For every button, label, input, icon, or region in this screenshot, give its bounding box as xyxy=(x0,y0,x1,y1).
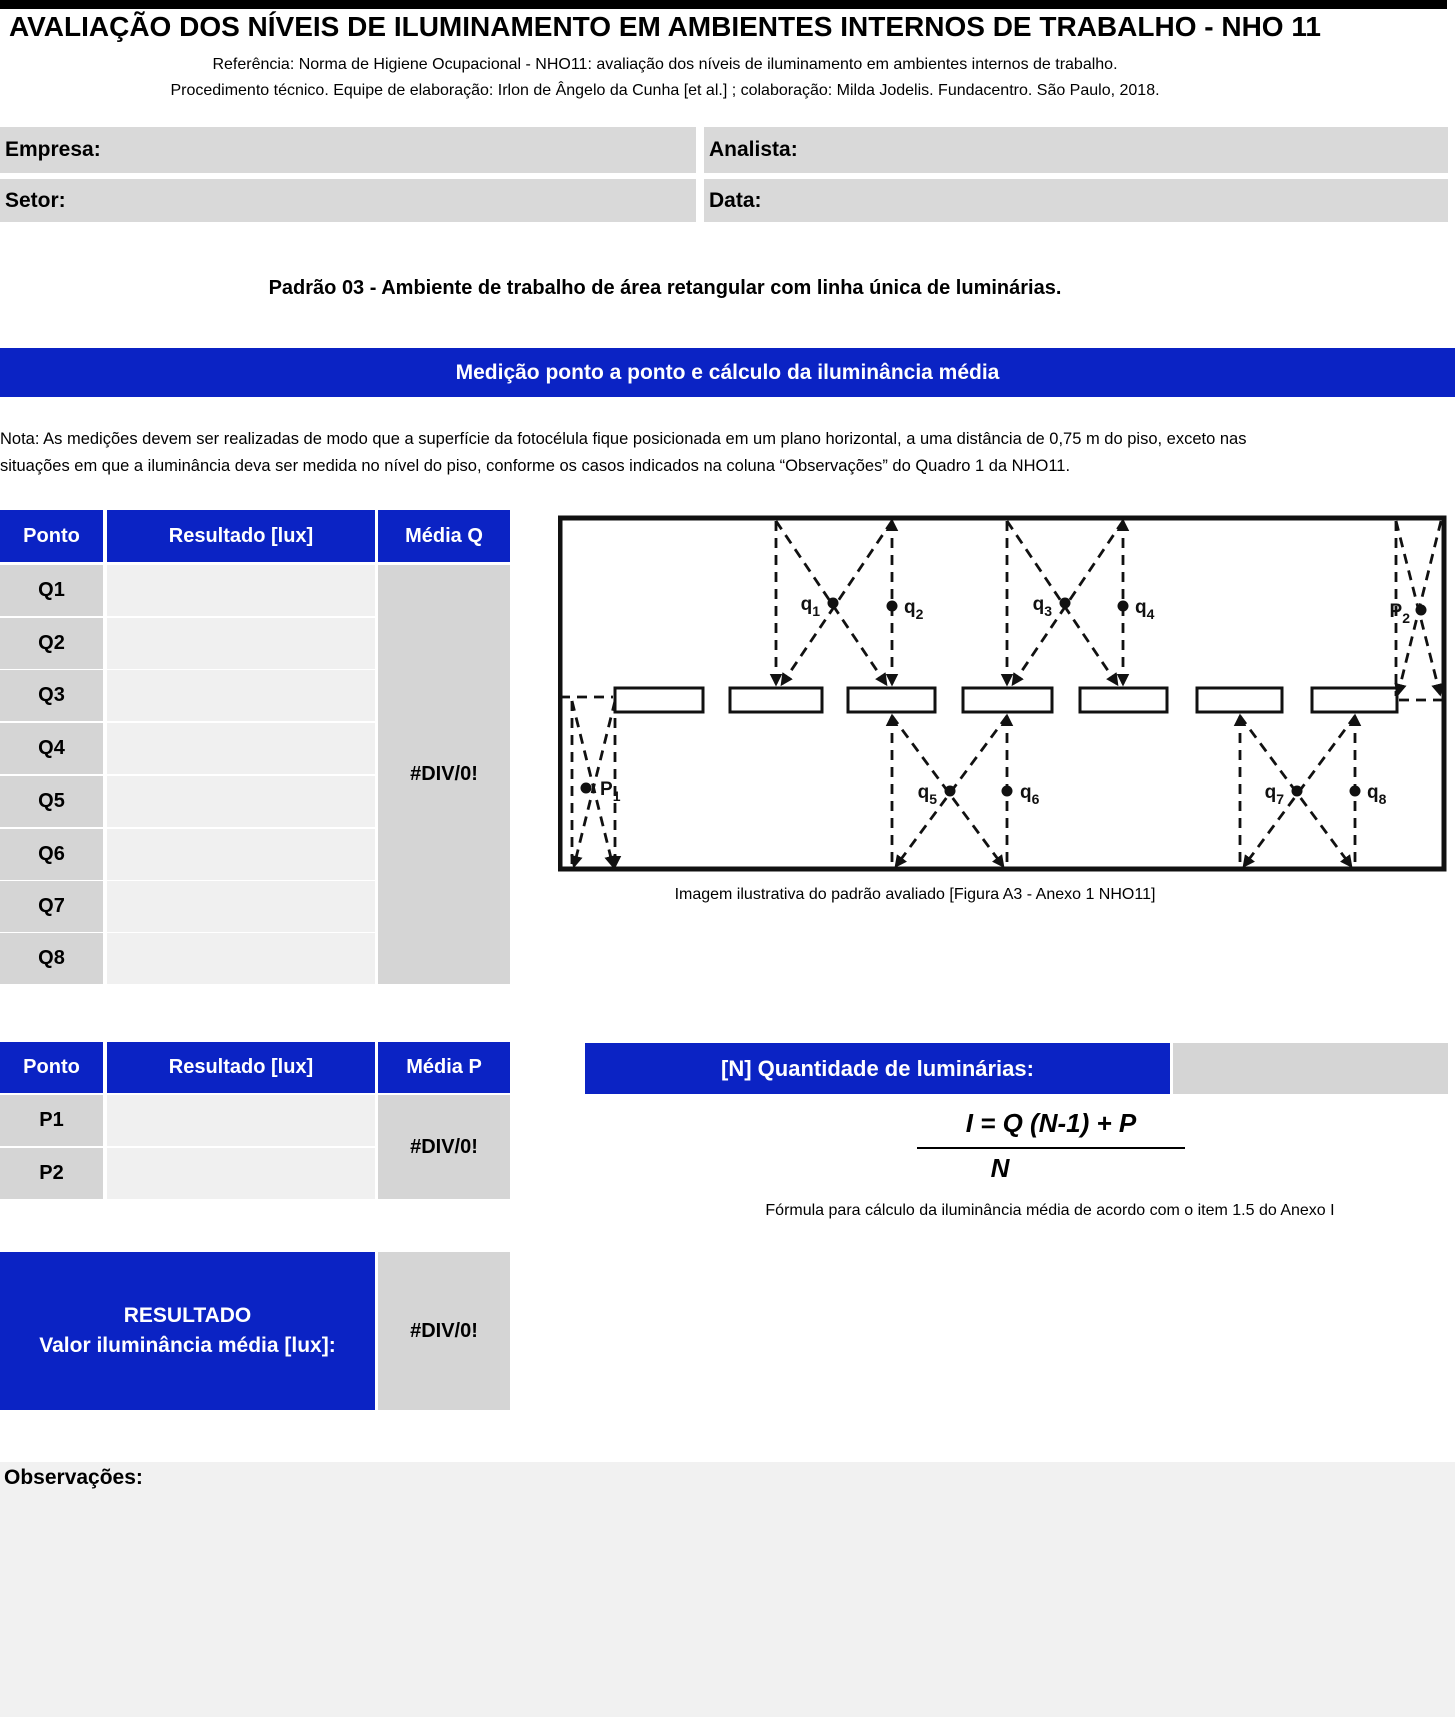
point-label-q4: $q_4$ xyxy=(1135,597,1155,622)
tablep-row-label-p1: P1 xyxy=(0,1095,103,1146)
tablep-header-resultado: Resultado [lux] xyxy=(107,1042,375,1093)
point-label-q3: $q_3$ xyxy=(1032,594,1052,619)
point-label-p2: $P_2$ xyxy=(1389,601,1410,626)
tableq-row-label-q2: Q2 xyxy=(0,618,103,669)
tableq-header-resultado: Resultado [lux] xyxy=(107,510,375,562)
empresa-cell[interactable] xyxy=(0,127,696,173)
point-q8 xyxy=(1350,786,1361,797)
reference-line-1: Referência: Norma de Higiene Ocupacional - NHO11: avaliação dos níveis de iluminamento em ambientes internos de trabalho. xyxy=(212,56,1118,73)
note-block xyxy=(0,426,1455,480)
tablep-row-value-p2[interactable] xyxy=(107,1148,375,1199)
tableq-row-label-q1: Q1 xyxy=(0,565,103,616)
tableq-row-value-q7[interactable] xyxy=(107,881,375,932)
empresa-label: Empresa: xyxy=(5,138,101,161)
reference-line-2: Procedimento técnico. Equipe de elaboração: Irlon de Ângelo da Cunha [et al.] ; colaboração: Milda Jodelis. Fundacentro. São Paulo, 2018. xyxy=(170,82,1160,99)
luminaire-2 xyxy=(730,688,822,712)
point-q6 xyxy=(1002,786,1013,797)
page-title: AVALIAÇÃO DOS NÍVEIS DE ILUMINAMENTO EM AMBIENTES INTERNOS DE TRABALHO - NHO 11 xyxy=(9,11,1321,42)
point-p1 xyxy=(581,783,592,794)
luminaire-4 xyxy=(963,688,1052,712)
result-subtitle: Valor iluminância média [lux]: xyxy=(39,1334,336,1357)
luminaire-1 xyxy=(615,688,703,712)
point-q4 xyxy=(1118,601,1129,612)
formula-fraction-line xyxy=(917,1147,1185,1149)
luminaires-count-banner: [N] Quantidade de luminárias: xyxy=(585,1043,1170,1094)
tableq-row-value-q3[interactable] xyxy=(107,670,375,721)
point-label-q5: $q_5$ xyxy=(917,782,937,807)
point-label-q7: $q_7$ xyxy=(1264,782,1284,807)
analista-value[interactable] xyxy=(798,127,1448,173)
result-title: RESULTADO xyxy=(123,1304,252,1327)
reference-block xyxy=(0,52,1330,104)
result-value: #DIV/0! xyxy=(378,1252,510,1410)
point-label-q8: $q_8$ xyxy=(1367,782,1387,807)
point-q5 xyxy=(945,786,956,797)
section-banner: Medição ponto a ponto e cálculo da iluminância média xyxy=(0,348,1455,397)
point-label-q6: $q_6$ xyxy=(1020,782,1040,807)
tablep-media-value: #DIV/0! xyxy=(378,1095,510,1199)
result-box xyxy=(0,1252,375,1410)
tablep-row-value-p1[interactable] xyxy=(107,1095,375,1146)
setor-value[interactable] xyxy=(66,179,696,222)
tablep-header-media: Média P xyxy=(378,1042,510,1093)
tableq-row-value-q2[interactable] xyxy=(107,618,375,669)
tableq-row-value-q4[interactable] xyxy=(107,723,375,774)
point-label-q1: $q_1$ xyxy=(800,594,820,619)
top-black-bar xyxy=(0,0,1447,9)
tableq-row-value-q6[interactable] xyxy=(107,829,375,880)
observations-area[interactable] xyxy=(0,1462,1455,1717)
tablep-header-ponto: Ponto xyxy=(0,1042,103,1093)
formula-numerator: I = Q (N-1) + P xyxy=(965,1108,1137,1138)
analista-cell[interactable] xyxy=(704,127,1448,173)
diagram-caption: Imagem ilustrativa do padrão avaliado [Figura A3 - Anexo 1 NHO11] xyxy=(674,886,1156,903)
setor-label: Setor: xyxy=(5,188,66,212)
data-label: Data: xyxy=(709,188,762,212)
note-line-2: situações em que a iluminância deva ser medida no nível do piso, conforme os casos indicados na coluna “Observações” do Quadro 1 da NHO11. xyxy=(0,457,1071,475)
setor-cell[interactable] xyxy=(0,179,696,222)
tableq-header-media: Média Q xyxy=(378,510,510,562)
tableq-row-label-q6: Q6 xyxy=(0,829,103,880)
tableq-row-label-q5: Q5 xyxy=(0,776,103,827)
point-p2 xyxy=(1416,605,1427,616)
tableq-row-value-q1[interactable] xyxy=(107,565,375,616)
formula-caption: Fórmula para cálculo da iluminância média de acordo com o item 1.5 do Anexo I xyxy=(765,1202,1335,1219)
tableq-row-label-q3: Q3 xyxy=(0,670,103,721)
tableq-media-value: #DIV/0! xyxy=(378,565,510,984)
luminaire-3 xyxy=(848,688,935,712)
point-q2 xyxy=(887,601,898,612)
point-q3 xyxy=(1060,598,1071,609)
analista-label: Analista: xyxy=(709,138,798,161)
luminaires-count-input[interactable] xyxy=(1173,1043,1448,1094)
empresa-value[interactable] xyxy=(101,127,696,173)
luminaire-row xyxy=(615,688,1397,712)
pattern-diagram xyxy=(558,515,1447,872)
luminaire-7 xyxy=(1312,688,1397,712)
data-cell[interactable] xyxy=(704,179,1448,222)
tableq-row-label-q8: Q8 xyxy=(0,933,103,984)
data-value[interactable] xyxy=(762,179,1448,222)
note-line-1: Nota: As medições devem ser realizadas de modo que a superfície da fotocélula fique posicionada em um plano horizontal, a uma distância de 0,75 m do piso, exceto nas xyxy=(0,430,1247,448)
point-q7 xyxy=(1292,786,1303,797)
pattern-title: Padrão 03 - Ambiente de trabalho de área retangular com linha única de luminárias. xyxy=(268,277,1062,299)
point-q1 xyxy=(828,598,839,609)
tableq-row-label-q7: Q7 xyxy=(0,881,103,932)
point-label-p1: $P_1$ xyxy=(600,779,621,804)
tablep-row-label-p2: P2 xyxy=(0,1148,103,1199)
point-label-q2: $q_2$ xyxy=(904,597,924,622)
luminaire-5 xyxy=(1080,688,1167,712)
tableq-row-value-q5[interactable] xyxy=(107,776,375,827)
tableq-header-ponto: Ponto xyxy=(0,510,103,562)
tableq-row-label-q4: Q4 xyxy=(0,723,103,774)
observations-label: Observações: xyxy=(4,1466,143,1489)
luminaire-6 xyxy=(1197,688,1282,712)
tableq-row-value-q8[interactable] xyxy=(107,933,375,984)
formula-denominator: N xyxy=(990,1153,1010,1183)
